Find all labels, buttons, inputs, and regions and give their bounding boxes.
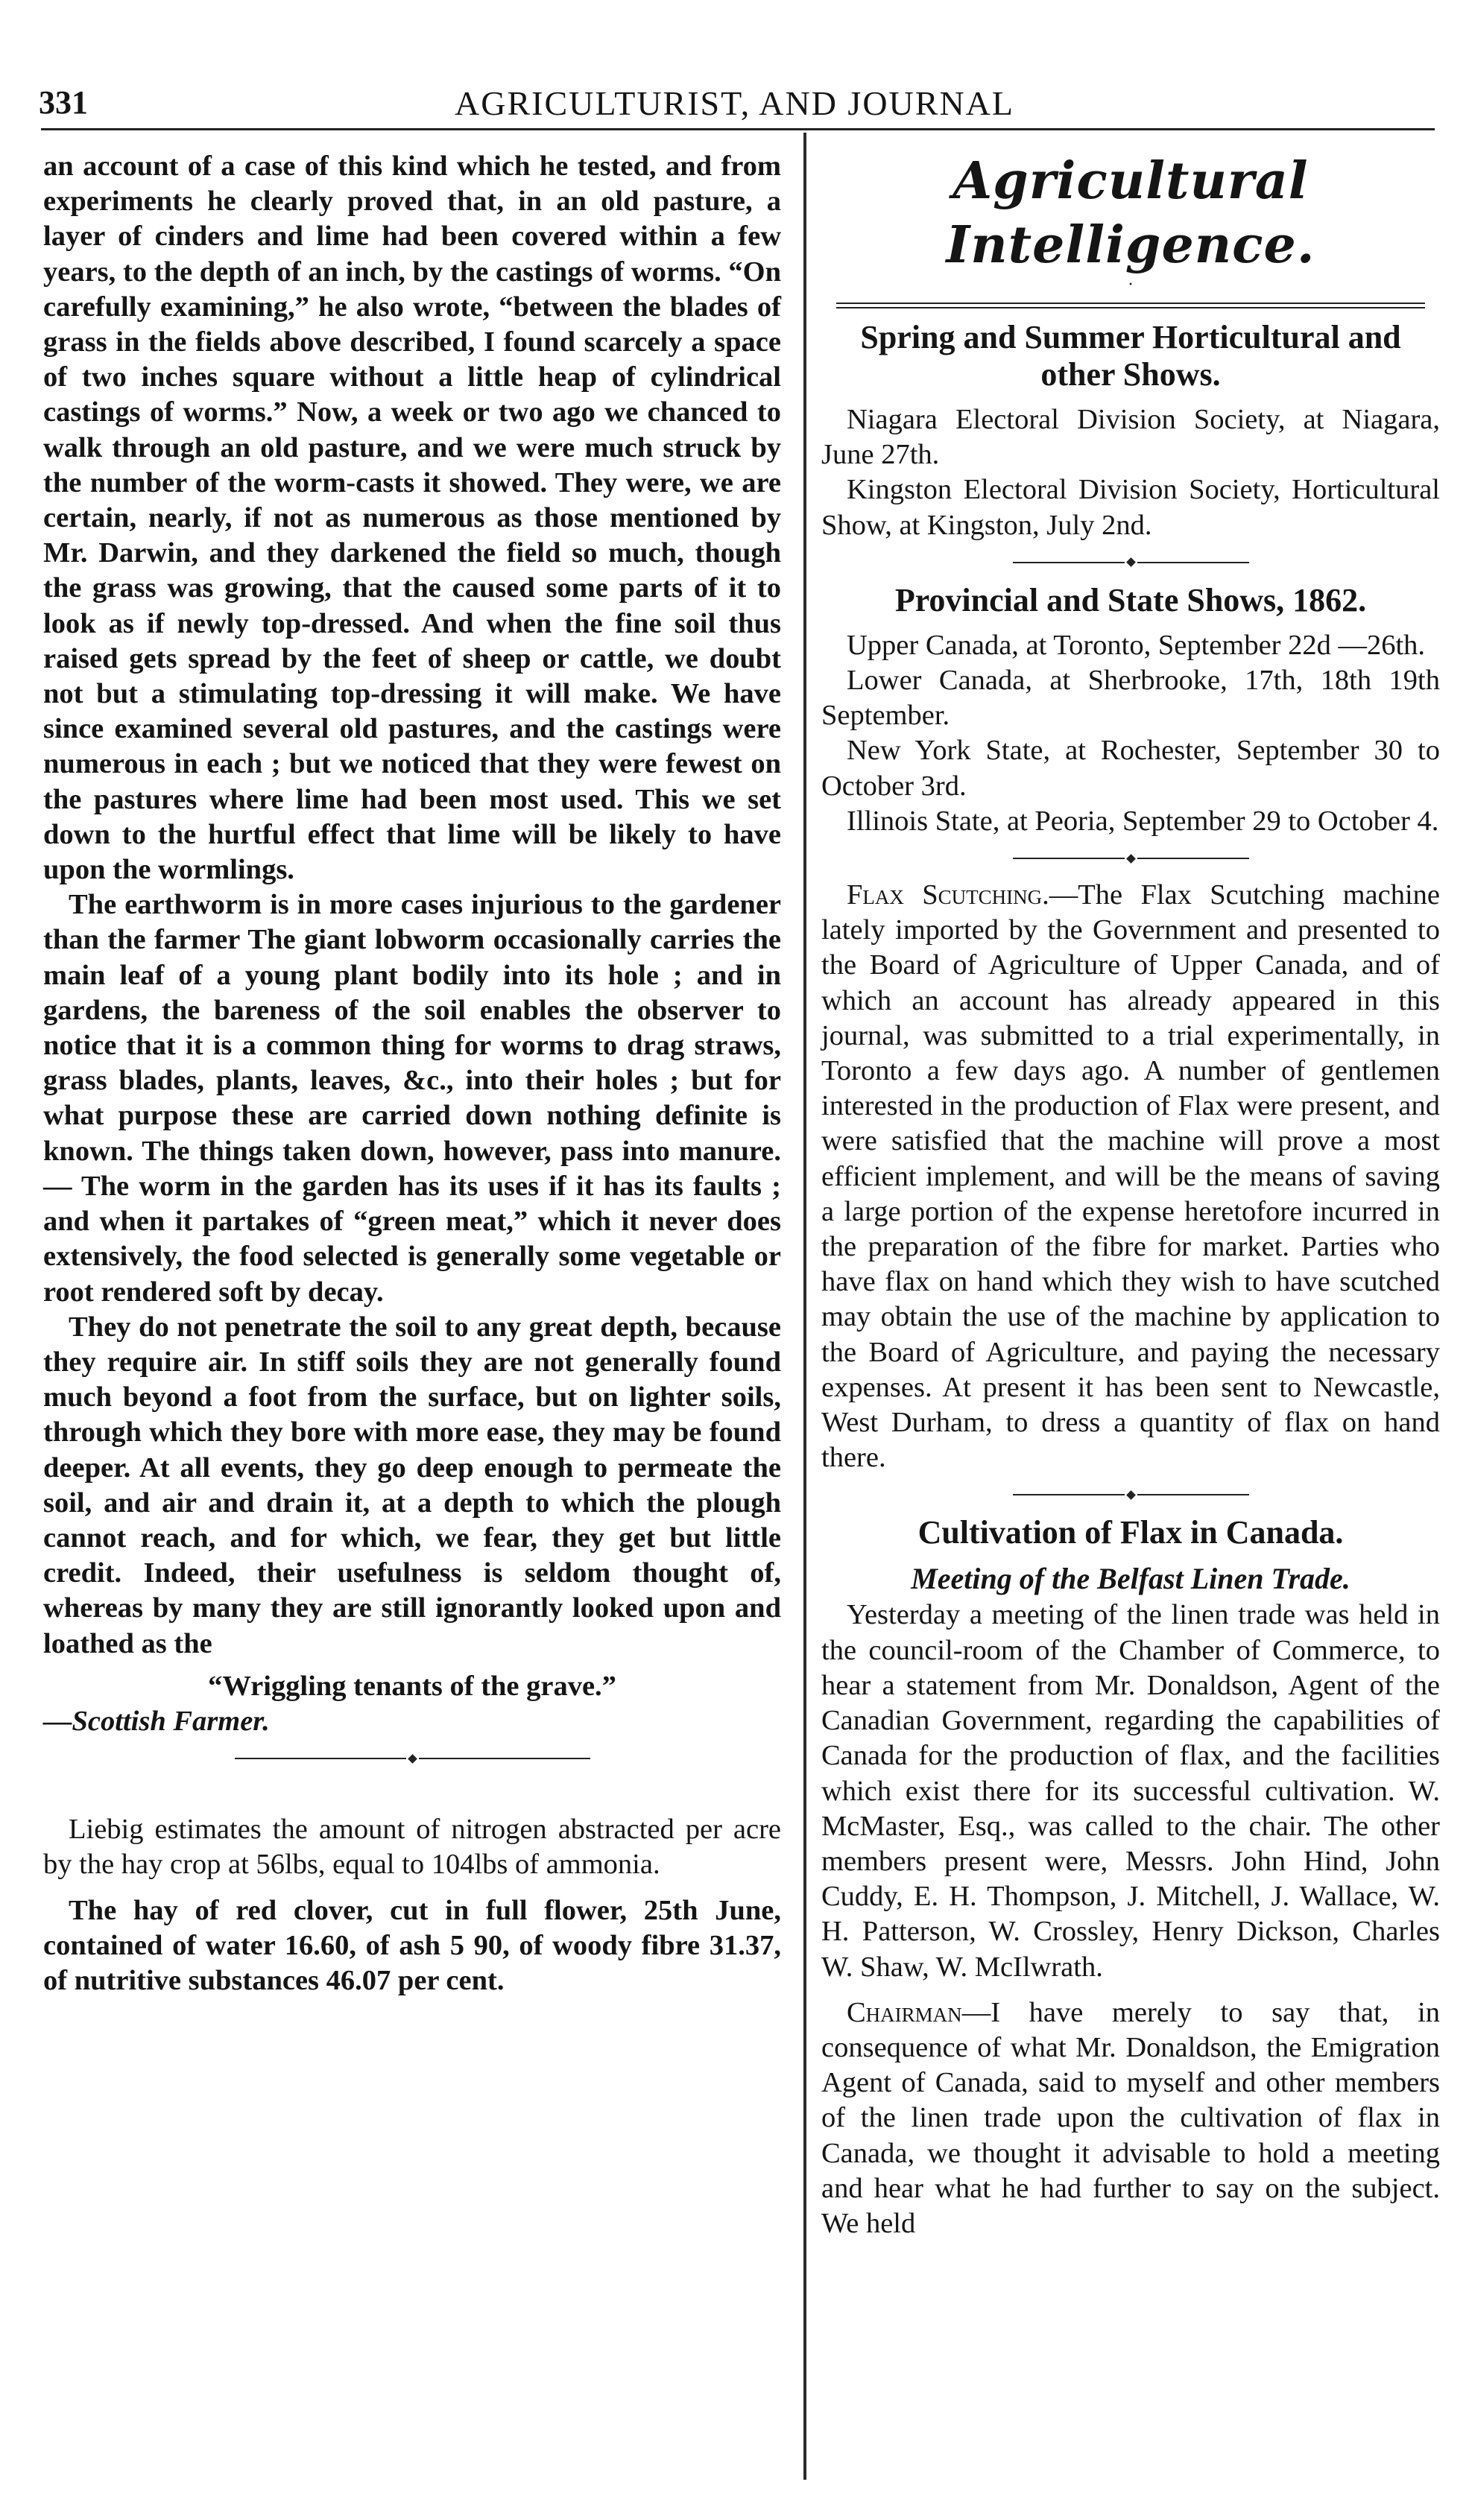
flax-lead: Flax Scutching.: [847, 879, 1049, 911]
belfast-subheading: Meeting of the Belfast Linen Trade.: [911, 1562, 1350, 1596]
header-rule: [41, 128, 1435, 130]
show-item: Niagara Electoral Division Society, at Niagara, June 27th.: [821, 404, 1440, 471]
masthead-rule: [836, 303, 1425, 308]
separator: [821, 1480, 1440, 1510]
worm-paragraph-3: They do not penetrate the soil to any great depth, because they require air. In stiff soils they are not generally found much beyond a foot from the surface, but on lighter soils, through which they bore with more ease, they may be found deeper. At all events, they go deep enough to permeate the soil, and air and drain it, at a depth to which the plough cannot reach, and for which, we fear, they get but little credit. Indeed, their usefulness is seldom thought of, whereas by many they are still ignorantly looked upon and loathed as the: [43, 1311, 781, 1659]
chairman-paragraph: [821, 1995, 1440, 2241]
provincial-shows-heading: Provincial and State Shows, 1862.: [894, 581, 1367, 618]
clover-paragraph: The hay of red clover, cut in full flower, 25th June, contained of water 16.60, of ash 5 90, of woody fibre 31.37, of nutritive substances 46.07 per cent.: [43, 1894, 781, 1996]
right-column: [821, 149, 1440, 2241]
flax-text: —The Flax Scutching machine lately imported by the Government and presented to the Board of Agriculture of Upper Canada, and of which an account has already appeared in this journal, was submitted to a trial experimentally, in Toronto a few days ago. A number of gentlemen interested in the production of Flax were present, and were satisfied that the machine will prove a most efficient implement, and will be the means of saving a large portion of the expense heretofore incurred in the preparation of the fibre for market. Parties who have flax on hand which they wish to have scutched may obtain the use of the machine by application to the Board of Agriculture, and paying the necessary expenses. At present it has been sent to Newcastle, West Durham, to dress a quantity of flax on hand there.: [821, 879, 1440, 1474]
page-number: 331: [39, 84, 88, 121]
separator: [821, 548, 1440, 577]
separator: [43, 1744, 781, 1773]
chairman-text: —I have merely to say that, in consequence of what Mr. Donaldson, the Emigration Agent of Canada, said to myself and other members of the linen trade upon the cultivation of flax in Canada, we thought it advisable to hold a meeting and hear what he had further to say on the subject. We held: [821, 1996, 1440, 2239]
attribution: —Scottish Farmer.: [43, 1705, 270, 1737]
separator: [821, 843, 1440, 873]
poem-quote: “Wriggling tenants of the grave.”: [208, 1670, 616, 1702]
masthead-mark: ·: [1128, 275, 1134, 294]
left-column: [43, 149, 781, 1998]
provincial-item: Lower Canada, at Sherbrooke, 17th, 18th 19th September.: [821, 665, 1440, 732]
chairman-lead: Chairman: [847, 1996, 962, 2028]
spacer: [43, 1778, 781, 1812]
provincial-item: Illinois State, at Peoria, September 29 to October 4.: [847, 805, 1439, 837]
running-title: AGRICULTURIST, AND JOURNAL: [455, 84, 1014, 122]
masthead-title: Agricultural Intelligence.: [946, 151, 1315, 275]
flax-cultivation-heading: Cultivation of Flax in Canada.: [917, 1514, 1344, 1551]
worm-paragraph-2: The earthworm is in more cases injurious to the gardener than the farmer The giant lobworm occasionally carries the main leaf of a young plant bodily into its hole ; and in gardens, the bareness of the soil enables the observer to notice that it is a common thing for worms to drag straws, grass blades, plants, leaves, &c., into their holes ; but for what purpose these are carried down nothing definite is known. The things taken down, however, pass into manure.— The worm in the garden has its uses if it has its faults ; and when it partakes of “green meat,” which it never does extensively, the food selected is generally some vegetable or root rendered soft by decay.: [43, 889, 781, 1308]
liebig-paragraph: Liebig estimates the amount of nitrogen abstracted per acre by the hay crop at 56lbs, equal to 104lbs of ammonia.: [43, 1814, 781, 1881]
meeting-paragraph: Yesterday a meeting of the linen trade was held in the council-room of the Chamber of Commerce, to hear a statement from Mr. Donaldson, Agent of the Canadian Government, regarding the capabilities of Canada for the production of flax, and the facilities which exist there for its successful cultivation. W. McMaster, Esq., was called to the chair. The other members present were, Messrs. John Hind, John Cuddy, E. H. Thompson, J. Mitchell, J. Wallace, W. H. Patterson, W. Crossley, Henry Dickson, Charles W. Shaw, W. McIlwrath.: [821, 1599, 1440, 1983]
show-item: Kingston Electoral Division Society, Horticultural Show, at Kingston, July 2nd.: [821, 474, 1440, 541]
page-header: [30, 80, 1439, 133]
column-divider: [803, 133, 806, 2480]
horticultural-shows-heading: Spring and Summer Horticultural and other Shows.: [860, 319, 1401, 393]
worm-paragraph-1: an account of a case of this kind which he tested, and from experiments he clearly proved that, in an old pasture, a layer of cinders and lime had been covered within a few years, to the depth of an inch, by the castings of worms. “On carefully examining,” he also wrote, “between the blades of grass in the fields above described, I found scarcely a space of two inches square without a little heap of cylindrical castings of worms.” Now, a week or two ago we chanced to walk through an old pasture, and we were much struck by the number of the worm-casts it showed. They were, we are certain, nearly, if not as numerous as those mentioned by Mr. Darwin, and they darkened the field so much, though the grass was growing, that the caused some parts of it to look as if newly top-dressed. And when the fine soil thus raised gets spread by the feet of sheep or cattle, we doubt not but a stimulating top-dressing it will make. We have since examined several old pastures, and the castings were numerous in each ; but we noticed that they were fewest on the pastures where lime had been most used. This we set down to the hurtful effect that lime will be likely to have upon the wormlings.: [43, 151, 781, 886]
flax-scutching-paragraph: [821, 878, 1440, 1475]
provincial-item: Upper Canada, at Toronto, September 22d —26th.: [847, 629, 1426, 661]
provincial-item: New York State, at Rochester, September 30 to October 3rd.: [821, 735, 1440, 802]
